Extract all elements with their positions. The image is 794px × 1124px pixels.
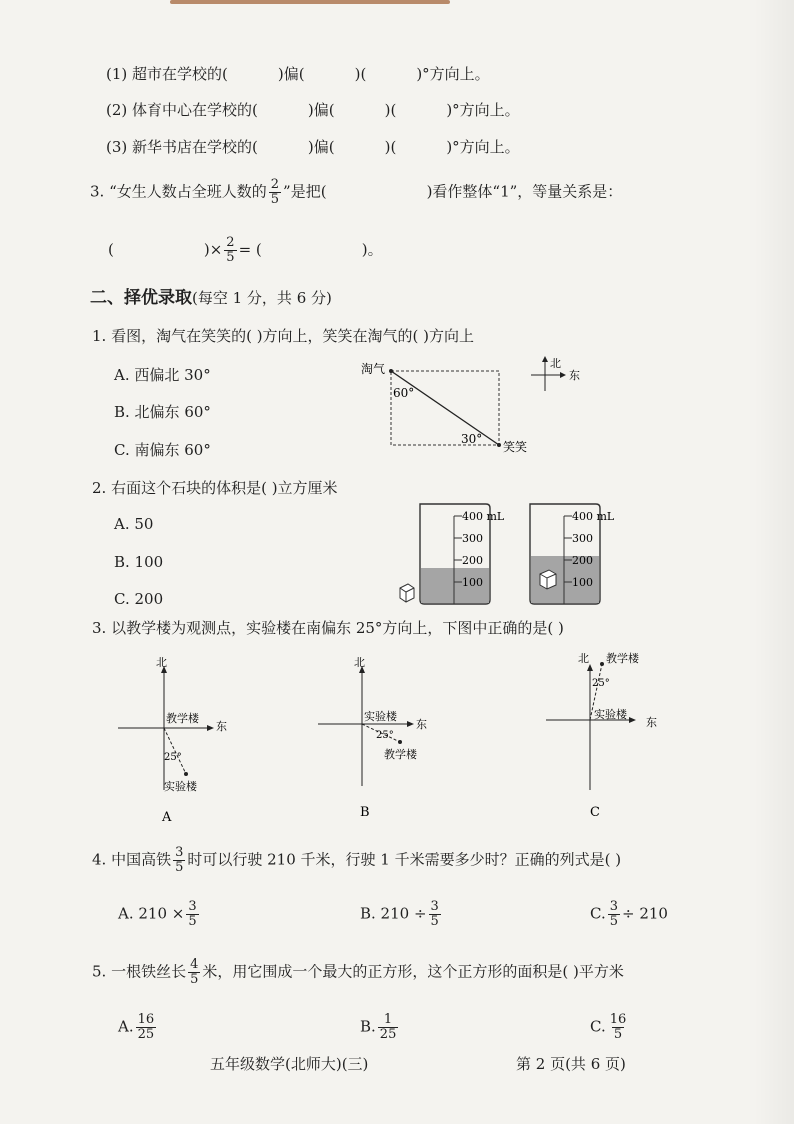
fraction-1-25: $\frac{1}{25}$ (379, 1012, 397, 1042)
choice-1-option-c[interactable]: C. 南偏东 60° (114, 441, 211, 459)
compass-north-label: 北 (550, 357, 561, 370)
choice-1-stem: 1. 看图，淘气在笑笑的( )方向上，笑笑在淘气的( )方向上 (92, 327, 475, 345)
diagram-b-east: 东 (416, 718, 427, 731)
north-arrow-icon (542, 356, 548, 362)
direction-figure-1 (355, 355, 595, 460)
section-2-heading: 二、择优录取(每空 1 分，共 6 分) (90, 288, 332, 308)
diagram-b-jiaoxue: 教学楼 (384, 748, 417, 761)
xiaoxiao-point (497, 443, 501, 447)
fraction-3-5-a: $\frac{3}{5}$ (188, 899, 197, 929)
beaker-1-label-300: 300 (462, 532, 483, 545)
diagram-c-east: 东 (646, 716, 657, 729)
choice-1-option-b[interactable]: B. 北偏东 60° (114, 403, 211, 421)
fraction-3-5: $\frac{3}{5}$ (175, 845, 184, 875)
angle-60-label: 60° (393, 386, 415, 400)
scan-edge-mark (170, 0, 450, 4)
diagram-b-degree: 25° (376, 730, 394, 741)
choice-2-option-c[interactable]: C. 200 (114, 590, 164, 608)
scan-shadow (754, 0, 794, 1124)
diagram-a-label: A (162, 810, 172, 825)
diagram-c-north-arrow-icon (587, 664, 593, 671)
choice-5-stem: 5. 一根铁丝长 $\frac{4}{5}$ 米，用它围成一个最大的正方形，这个正方形的面积是( )平方米 (92, 957, 624, 987)
choice-1-option-a[interactable]: A. 西偏北 30° (114, 366, 211, 384)
choice-2-option-b[interactable]: B. 100 (114, 553, 164, 571)
fill-question-3: (3) 新华书店在学校的( )偏( )( )°方向上。 (106, 138, 520, 156)
diagram-c-north: 北 (578, 652, 589, 665)
diagram-a-degree: 25° (164, 752, 182, 763)
choice-3-figures (110, 650, 670, 830)
diagram-a[interactable] (118, 656, 227, 825)
choice-5-option-c[interactable]: C. $\frac{16}{5}$ (590, 1012, 627, 1042)
beaker-2-label-400: 400 mL (572, 510, 615, 523)
choice-4-option-c[interactable]: C. $\frac{3}{5}$ ÷ 210 (590, 899, 668, 929)
choice-4-stem: 4. 中国高铁 $\frac{3}{5}$ 时可以行驶 210 千米，行驶 1 千米需要多少时？正确的列式是( ) (92, 845, 622, 875)
diagram-c-east-arrow-icon (629, 717, 636, 723)
beaker-2-label-100: 100 (572, 576, 593, 589)
stone-cube-icon (400, 584, 414, 602)
submerged-stone-icon (540, 570, 556, 589)
diagram-b-east-arrow-icon (407, 721, 414, 727)
choice-4-option-b[interactable]: B. 210 ÷ $\frac{3}{5}$ (360, 899, 439, 929)
choice-2-stem: 2. 右面这个石块的体积是( )立方厘米 (92, 479, 338, 497)
fill-question-2: (2) 体育中心在学校的( )偏( )( )°方向上。 (106, 101, 520, 119)
compass-east-label: 东 (569, 369, 580, 382)
beaker-1-label-400: 400 mL (462, 510, 505, 523)
diagram-b-label: B (360, 805, 370, 820)
east-arrow-icon (560, 372, 566, 378)
beaker-1-label-100: 100 (462, 576, 483, 589)
question-3-line-2: ( )× $\frac{2}{5}$ = ( )。 (108, 235, 383, 265)
diagram-b-shiyan: 实验楼 (364, 710, 397, 723)
angle-30-label: 30° (461, 432, 483, 446)
diagram-b[interactable] (318, 656, 427, 820)
diagram-c[interactable] (546, 651, 657, 820)
choice-2-option-a[interactable]: A. 50 (114, 515, 154, 533)
diagram-b-north: 北 (354, 656, 365, 669)
taoqi-label: 淘气 (361, 362, 386, 376)
fill-question-1: (1) 超市在学校的( )偏( )( )°方向上。 (106, 65, 490, 83)
fraction-3-5-b: $\frac{3}{5}$ (430, 899, 439, 929)
diagram-a-north: 北 (156, 656, 167, 669)
fraction-3-5-c: $\frac{3}{5}$ (609, 899, 618, 929)
xiaoxiao-label: 笑笑 (503, 440, 528, 454)
diagram-a-east-arrow-icon (207, 725, 214, 731)
diagram-c-shiyan: 实验楼 (594, 708, 627, 721)
beaker-2-label-200: 200 (572, 554, 593, 567)
fraction-16-25: $\frac{16}{25}$ (137, 1012, 155, 1042)
diagram-c-label: C (590, 805, 600, 820)
beaker-1-label-200: 200 (462, 554, 483, 567)
diagram-a-jiaoxue: 教学楼 (166, 712, 199, 725)
choice-5-option-b[interactable]: B. $\frac{1}{25}$ (360, 1012, 397, 1042)
choice-5-option-a[interactable]: A. $\frac{16}{25}$ (118, 1012, 155, 1042)
footer-page-number: 第 2 页(共 6 页) (516, 1055, 626, 1073)
diagram-a-shiyan: 实验楼 (164, 780, 197, 793)
fraction-16-5: $\frac{16}{5}$ (609, 1012, 627, 1042)
beaker-figures (392, 500, 642, 608)
diagram-c-degree: 25° (592, 678, 610, 689)
fraction-4-5: $\frac{4}{5}$ (190, 957, 199, 987)
footer-subject: 五年级数学(北师大)(三) (210, 1055, 369, 1073)
taoqi-point (389, 369, 393, 373)
connecting-line (391, 371, 499, 445)
fraction-2-5-b: $\frac{2}{5}$ (226, 235, 235, 265)
diagram-c-jiaoxue: 教学楼 (606, 652, 639, 665)
beaker-2-label-300: 300 (572, 532, 593, 545)
question-3-line-1: 3. “女生人数占全班人数的 $\frac{2}{5}$ ”是把( )看作整体“1”，等量关系是： (90, 177, 623, 207)
fraction-2-5: $\frac{2}{5}$ (270, 177, 280, 207)
diagram-a-east: 东 (216, 720, 227, 733)
choice-3-stem: 3. 以教学楼为观测点，实验楼在南偏东 25°方向上，下图中正确的是( ) (92, 619, 564, 637)
choice-4-option-a[interactable]: A. 210 × $\frac{3}{5}$ (118, 899, 197, 929)
